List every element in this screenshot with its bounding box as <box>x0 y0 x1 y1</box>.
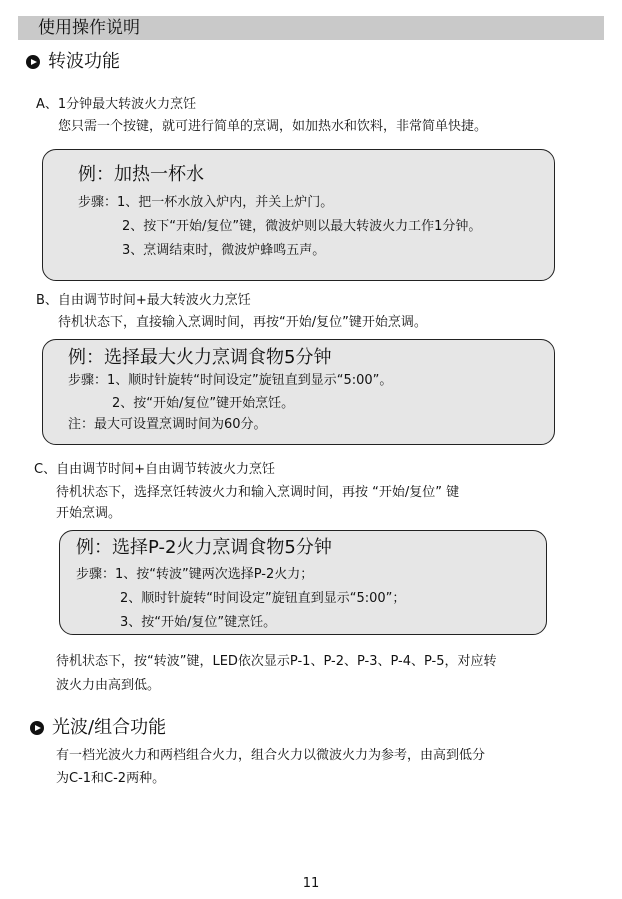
example-b-note: 注：最大可设置烹调时间为60分。 <box>68 417 267 432</box>
section2-text-line-1: 有一档光波火力和两档组合火力，组合火力以微波火力为参考，由高到低分 <box>56 748 486 763</box>
subsection-c-text-line-2: 开始烹调。 <box>56 506 122 521</box>
play-bullet-icon <box>26 55 40 69</box>
example-c-title: 例：选择P-2火力烹调食物5分钟 <box>76 537 332 558</box>
standby-note-line-2: 波火力由高到低。 <box>56 678 161 693</box>
section2-text-line-2: 为C-1和C-2两种。 <box>56 771 166 786</box>
example-a-step-1: 步骤：1、把一杯水放入炉内，并关上炉门。 <box>78 195 334 210</box>
page-header-title: 使用操作说明 <box>38 18 140 38</box>
example-a-step-3: 3、烹调结束时，微波炉蜂鸣五声。 <box>122 243 326 258</box>
subsection-b-text: 待机状态下，直接输入烹调时间，再按“开始/复位”键开始烹调。 <box>58 315 427 330</box>
example-b-step-1: 步骤：1、顺时针旋转“时间设定”旋钮直到显示“5:00”。 <box>68 373 393 388</box>
subsection-c-heading: C、自由调节时间+自由调节转波火力烹饪 <box>34 462 275 477</box>
example-b-title: 例：选择最大火力烹调食物5分钟 <box>68 347 332 368</box>
section-title-microwave: 转波功能 <box>48 51 120 72</box>
subsection-b-heading: B、自由调节时间+最大转波火力烹饪 <box>36 293 251 308</box>
standby-note-line-1: 待机状态下，按“转波”键，LED依次显示P-1、P-2、P-3、P-4、P-5，对应转 <box>56 654 497 669</box>
example-c-step-3: 3、按“开始/复位”键烹饪。 <box>120 615 277 630</box>
example-a-step-2: 2、按下“开始/复位”键，微波炉则以最大转波火力工作1分钟。 <box>122 219 482 234</box>
example-c-step-2: 2、顺时针旋转“时间设定”旋钮直到显示“5:00”； <box>120 591 406 606</box>
subsection-c-text-line-1: 待机状态下，选择烹饪转波火力和输入烹调时间，再按 “开始/复位” 键 <box>56 485 460 500</box>
example-b-step-2: 2、按“开始/复位”键开始烹饪。 <box>112 396 295 411</box>
subsection-a-text: 您只需一个按键，就可进行简单的烹调，如加热水和饮料，非常简单快捷。 <box>58 119 488 134</box>
example-a-title: 例：加热一杯水 <box>78 164 204 185</box>
section-title-light-wave: 光波/组合功能 <box>52 717 167 738</box>
example-c-step-1: 步骤：1、按“转波”键两次选择P-2火力； <box>76 567 314 582</box>
subsection-a-heading: A、1分钟最大转波火力烹饪 <box>36 97 197 112</box>
page-number: 11 <box>302 876 320 891</box>
play-bullet-icon <box>30 721 44 735</box>
